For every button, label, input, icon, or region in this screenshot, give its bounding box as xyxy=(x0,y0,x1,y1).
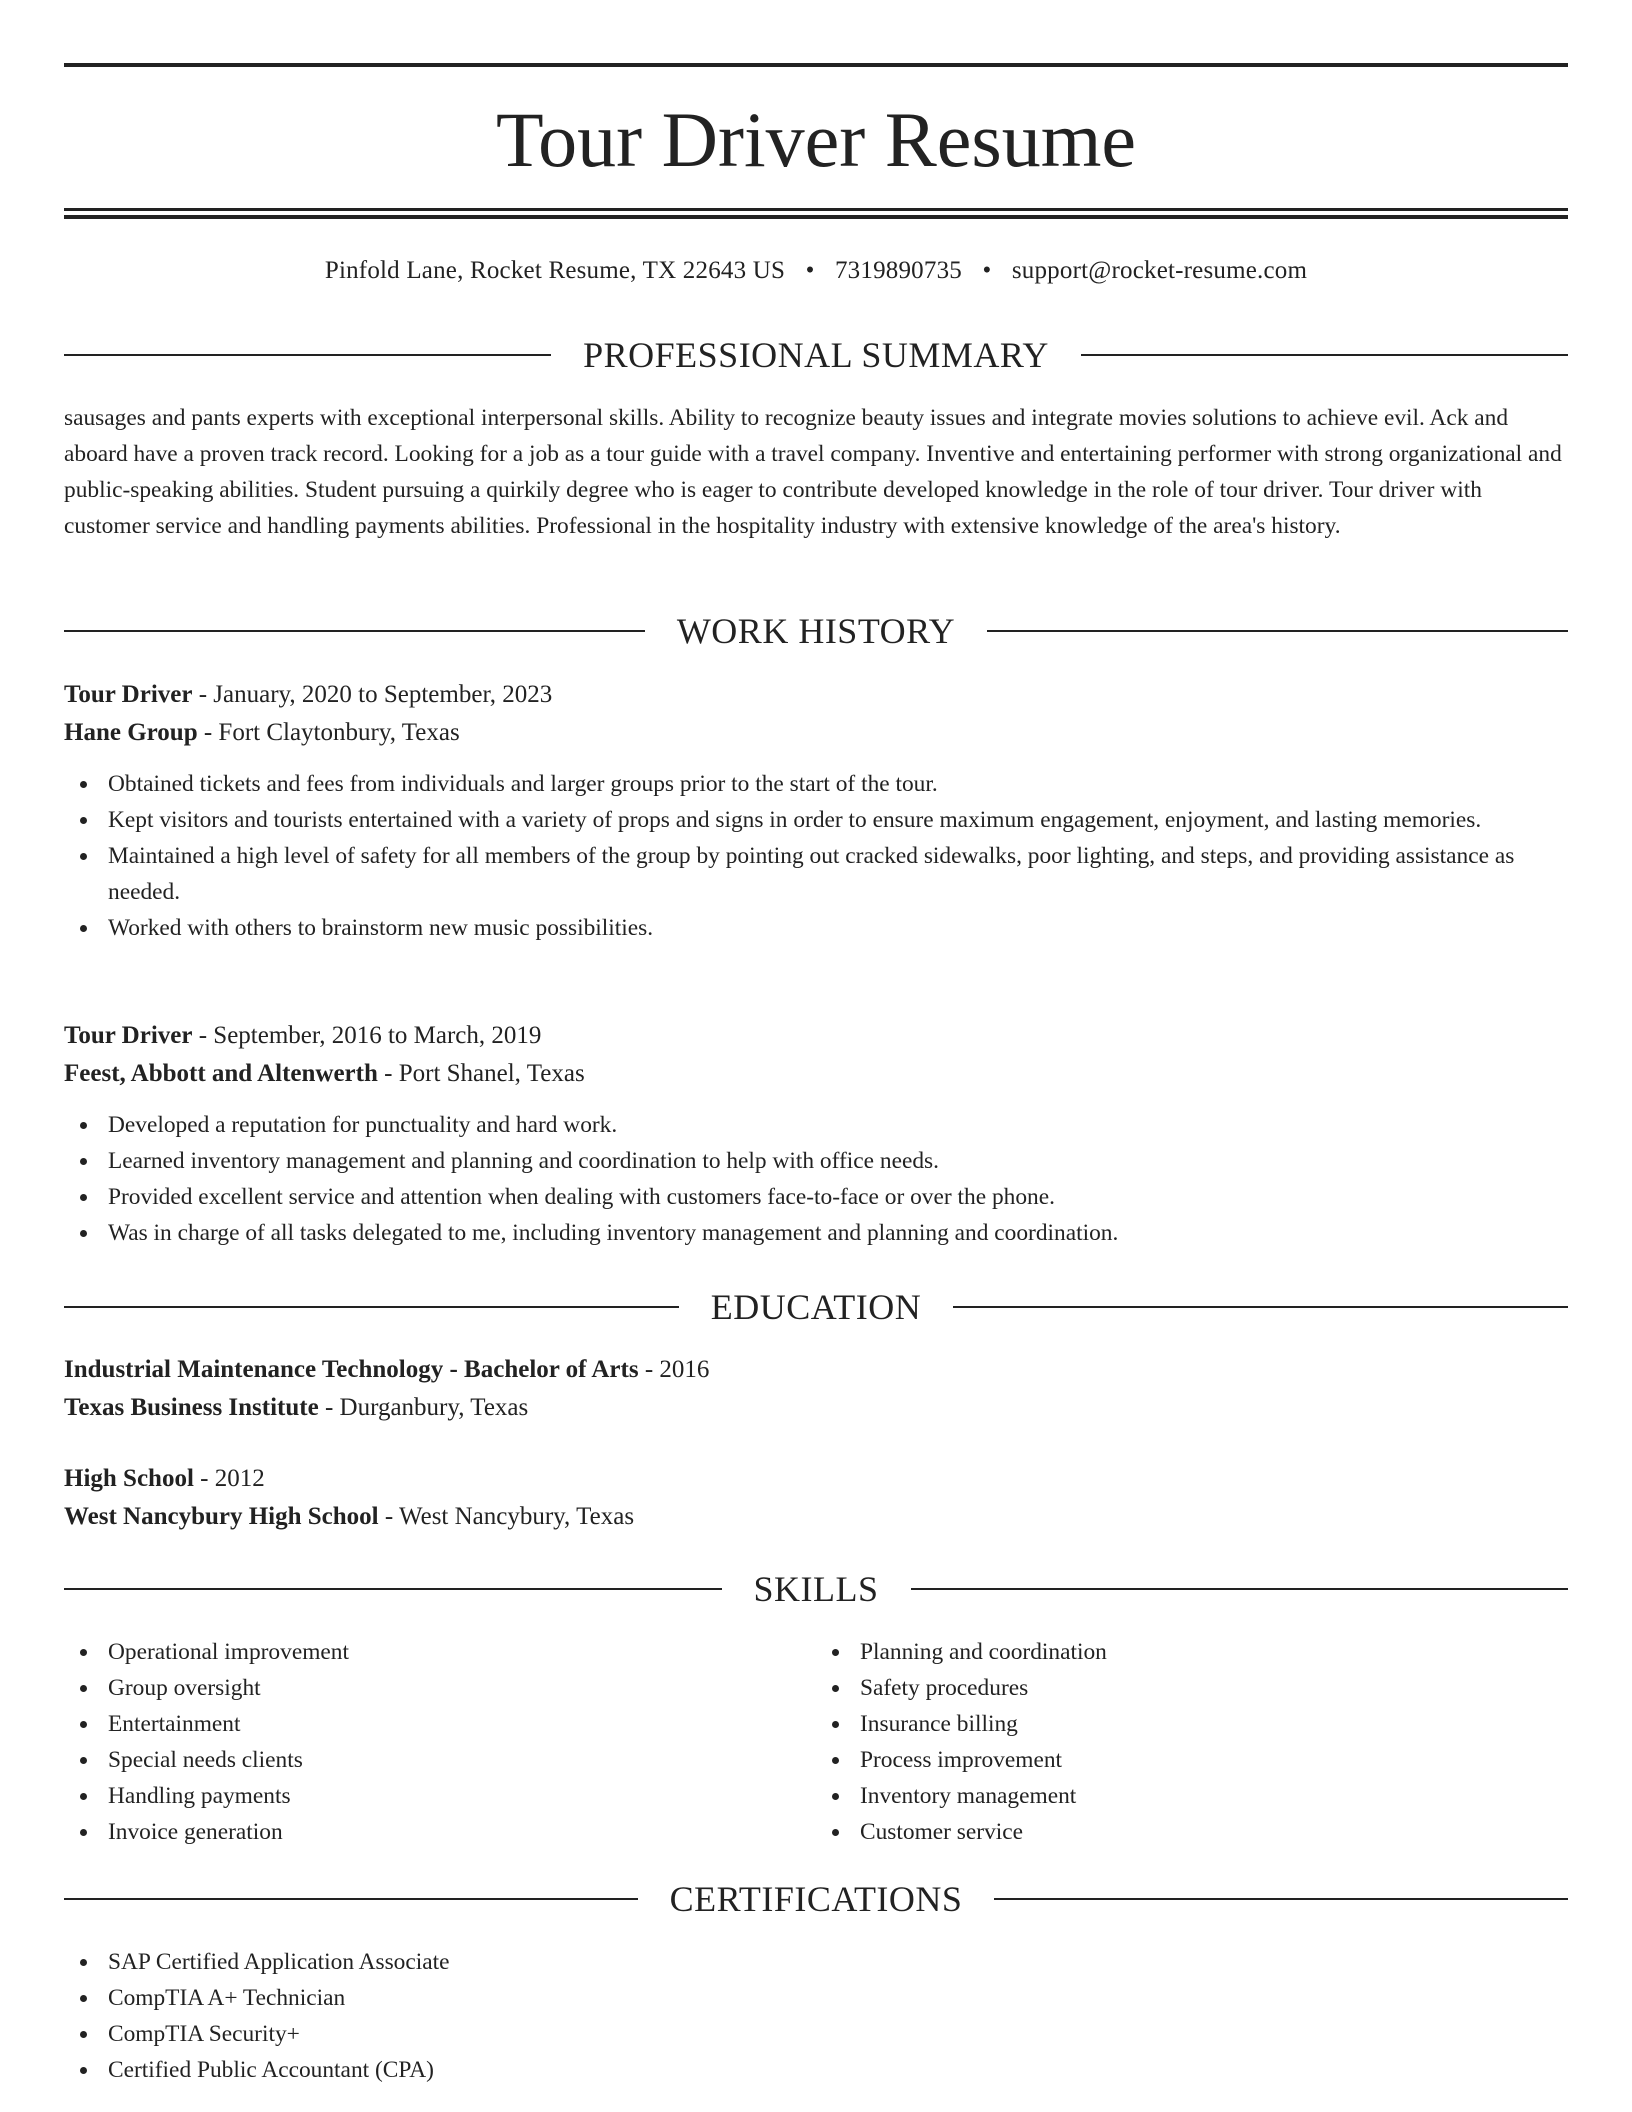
contact-line xyxy=(64,254,1568,288)
skill-item: Safety procedures xyxy=(816,1670,1568,1706)
job-bullet: Provided excellent service and attention when dealing with customers face-to-face or over the phone. xyxy=(64,1179,1568,1215)
job-location: - Port Shanel, Texas xyxy=(377,1060,585,1087)
section-header-skills xyxy=(64,1569,1568,1609)
contact-email: support@rocket-resume.com xyxy=(1011,257,1308,284)
job-entry xyxy=(64,1017,1568,1251)
section-header-summary xyxy=(64,335,1568,375)
section-rule xyxy=(64,630,645,632)
section-rule xyxy=(953,1306,1568,1308)
job-title-line xyxy=(64,1017,1568,1055)
job-bullet: Learned inventory management and planning and coordination to help with office needs. xyxy=(64,1143,1568,1179)
section-title: WORK HISTORY xyxy=(676,611,956,651)
skill-item: Customer service xyxy=(816,1814,1568,1850)
section-rule xyxy=(987,630,1568,632)
education-location: - Durganbury, Texas xyxy=(318,1394,529,1421)
education-entry xyxy=(64,1460,1568,1536)
skill-item: Operational improvement xyxy=(64,1634,816,1670)
section-rule xyxy=(64,1306,679,1308)
job-dates: - January, 2020 to September, 2023 xyxy=(192,681,553,708)
job-bullet: Worked with others to brainstorm new music possibilities. xyxy=(64,910,1568,946)
education-school: Texas Business Institute xyxy=(64,1394,319,1421)
education-location: - West Nancybury, Texas xyxy=(378,1503,635,1530)
education-degree: High School xyxy=(64,1465,194,1492)
contact-separator: • xyxy=(805,257,815,284)
job-title: Tour Driver xyxy=(64,681,193,708)
certification-item: SAP Certified Application Associate xyxy=(64,1944,1568,1980)
section-title: SKILLS xyxy=(753,1569,879,1609)
title-rule-upper xyxy=(64,208,1568,211)
education-degree-line xyxy=(64,1351,1568,1389)
resume-title: Tour Driver Resume xyxy=(495,96,1137,183)
skill-item: Entertainment xyxy=(64,1706,816,1742)
job-entry xyxy=(64,676,1568,946)
certification-item: CompTIA A+ Technician xyxy=(64,1980,1568,2016)
certifications-list xyxy=(64,1944,1568,2088)
contact-phone: 7319890735 xyxy=(834,257,962,284)
section-rule xyxy=(994,1898,1568,1900)
skills-columns xyxy=(64,1634,1568,1850)
job-company: Feest, Abbott and Altenwerth xyxy=(64,1060,378,1087)
skill-item: Planning and coordination xyxy=(816,1634,1568,1670)
skill-item: Group oversight xyxy=(64,1670,816,1706)
section-title: EDUCATION xyxy=(710,1287,922,1327)
section-title: CERTIFICATIONS xyxy=(669,1879,963,1919)
contact-address: Pinfold Lane, Rocket Resume, TX 22643 US xyxy=(324,257,786,284)
skills-list-left xyxy=(64,1634,816,1850)
job-company-line xyxy=(64,1055,1568,1093)
job-bullet: Kept visitors and tourists entertained with a variety of props and signs in order to ensure maximum engagement, enjoyment, and lasting memories. xyxy=(64,802,1568,838)
skills-list-right xyxy=(816,1634,1568,1850)
education-entry xyxy=(64,1351,1568,1427)
skill-item: Inventory management xyxy=(816,1778,1568,1814)
certification-item: CompTIA Security+ xyxy=(64,2016,1568,2052)
skill-item: Handling payments xyxy=(64,1778,816,1814)
job-company: Hane Group xyxy=(64,719,198,746)
section-header-education xyxy=(64,1287,1568,1327)
section-header-certifications xyxy=(64,1879,1568,1919)
section-rule xyxy=(64,1898,638,1900)
education-degree-line xyxy=(64,1460,1568,1498)
section-rule xyxy=(64,354,551,356)
section-rule xyxy=(64,1588,722,1590)
job-bullets xyxy=(64,766,1568,946)
education-year: - 2016 xyxy=(638,1356,710,1383)
skill-item: Process improvement xyxy=(816,1742,1568,1778)
contact-separator: • xyxy=(982,257,992,284)
certification-item: Certified Public Accountant (CPA) xyxy=(64,2052,1568,2088)
skill-item: Special needs clients xyxy=(64,1742,816,1778)
section-title: PROFESSIONAL SUMMARY xyxy=(583,335,1049,375)
job-title: Tour Driver xyxy=(64,1022,193,1049)
education-year: - 2012 xyxy=(193,1465,265,1492)
job-dates: - September, 2016 to March, 2019 xyxy=(192,1022,542,1049)
job-bullet: Maintained a high level of safety for all members of the group by pointing out cracked sidewalks, poor lighting, and steps, and providing assistance as needed. xyxy=(64,838,1568,910)
job-company-line xyxy=(64,714,1568,752)
job-bullet: Obtained tickets and fees from individuals and larger groups prior to the start of the tour. xyxy=(64,766,1568,802)
education-school: West Nancybury High School xyxy=(64,1503,379,1530)
job-title-line xyxy=(64,676,1568,714)
education-degree: Industrial Maintenance Technology - Bachelor of Arts xyxy=(64,1356,639,1383)
job-bullets xyxy=(64,1107,1568,1251)
skill-item: Insurance billing xyxy=(816,1706,1568,1742)
section-rule xyxy=(1081,354,1568,356)
title-rule-lower xyxy=(64,215,1568,219)
education-school-line xyxy=(64,1498,1568,1536)
summary-text: sausages and pants experts with exceptional interpersonal skills. Ability to recognize beauty issues and integrate movies solutions to achieve evil. Ack and aboard have a proven track record. Looking for a job as a tour guide with a travel company. Inventive and entertaining performer with strong organizational and public-speaking abilities. Student pursuing a quirkily degree who is eager to contribute developed knowledge in the role of tour driver. Tour driver with customer service and handling payments abilities. Professional in the hospitality industry with extensive knowledge of the area's history. xyxy=(64,405,1562,539)
education-school-line xyxy=(64,1389,1568,1427)
job-bullet: Was in charge of all tasks delegated to me, including inventory management and planning and coordination. xyxy=(64,1215,1568,1251)
section-header-work xyxy=(64,611,1568,651)
section-rule xyxy=(911,1588,1569,1590)
job-location: - Fort Claytonbury, Texas xyxy=(197,719,460,746)
job-bullet: Developed a reputation for punctuality and hard work. xyxy=(64,1107,1568,1143)
top-rule xyxy=(64,63,1568,67)
skill-item: Invoice generation xyxy=(64,1814,816,1850)
